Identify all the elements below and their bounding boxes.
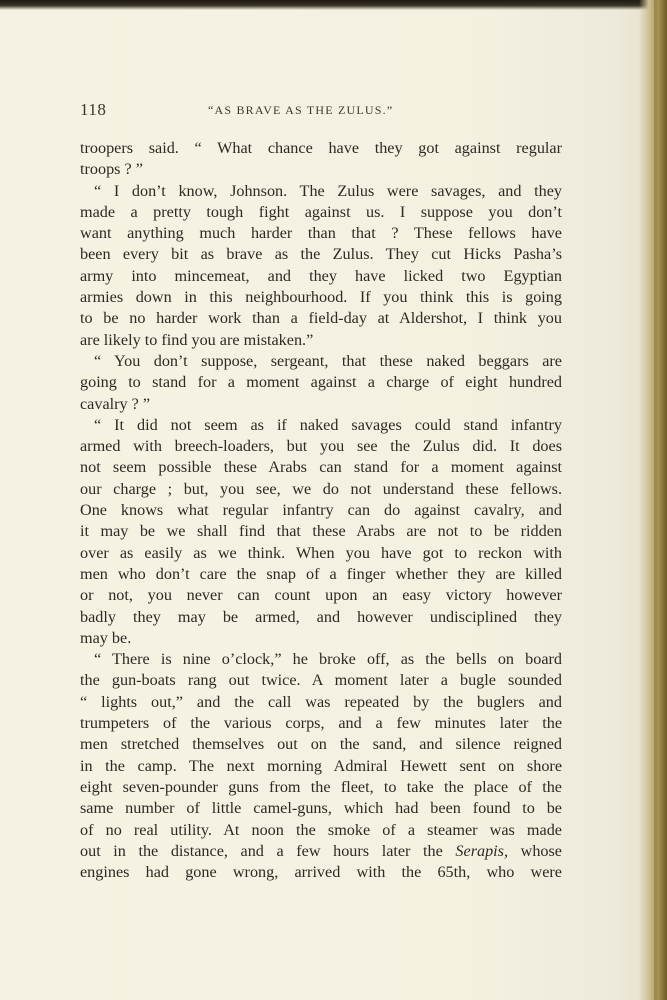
text-line: going to stand for a moment against a charge of eight hundred <box>80 373 562 392</box>
text-line: badly they may be armed, and however undisciplined they <box>80 607 562 626</box>
text-line: of no real utility. At noon the smoke of a steamer was made <box>80 820 562 839</box>
text-line: men who don’t care the snap of a finger whether they are killed <box>80 564 562 583</box>
text-line: armies down in this neighbourhood. If you think this is going <box>80 288 562 307</box>
page-header <box>80 100 562 124</box>
text-run: out in the distance, and a few hours later the <box>80 841 456 860</box>
text-line: to be no harder work than a field-day at Aldershot, I think you <box>80 309 562 328</box>
text-line: “ It did not seem as if naked savages could stand infantry <box>94 415 562 434</box>
text-line: “ You don’t suppose, sergeant, that these naked beggars are <box>94 351 562 370</box>
text-line: may be. <box>80 628 132 647</box>
text-line: the gun-boats rang out twice. A moment later a bugle sounded <box>80 671 562 690</box>
page-number: 118 <box>80 100 107 119</box>
text-line: same number of little camel-guns, which had been found to be <box>80 799 562 818</box>
text-line: want anything much harder than that ? These fellows have <box>80 224 562 243</box>
ship-name-italic: Serapis, <box>455 841 509 860</box>
text-line: are likely to find you are mistaken.” <box>80 330 314 349</box>
text-line: engines had gone wrong, arrived with the 65th, who were <box>80 863 562 882</box>
text-line: troops ? ” <box>80 160 143 179</box>
text-line: our charge ; but, you see, we do not understand these fellows. <box>80 479 562 498</box>
text-line: over as easily as we think. When you have got to reckon with <box>80 543 562 562</box>
text-line: not seem possible these Arabs can stand for a moment against <box>80 458 562 477</box>
body-text <box>80 138 562 883</box>
text-line <box>80 841 562 862</box>
text-line: or not, you never can count upon an easy victory however <box>80 586 562 605</box>
page-binding-edge <box>639 0 667 1000</box>
page-binding-line <box>654 0 657 1000</box>
text-line: in the camp. The next morning Admiral Hewett sent on shore <box>80 756 562 775</box>
text-line: cavalry ? ” <box>80 394 151 413</box>
text-line: “ There is nine o’clock,” he broke off, as the bells on board <box>94 650 562 669</box>
text-line: eight seven-pounder guns from the fleet, to take the place of the <box>80 777 562 796</box>
text-line: troopers said. “ What chance have they got against regular <box>80 139 562 157</box>
running-head: “AS BRAVE AS THE ZULUS.” <box>208 103 394 117</box>
page-top-shadow <box>0 0 667 10</box>
text-line: armed with breech-loaders, but you see the Zulus did. It does <box>80 437 562 456</box>
text-line: been every bit as brave as the Zulus. They cut Hicks Pasha’s <box>80 245 562 264</box>
text-line: “ I don’t know, Johnson. The Zulus were savages, and they <box>94 181 562 200</box>
text-run: whose <box>508 841 562 860</box>
text-line: army into mincemeat, and they have licked two Egyptian <box>80 266 562 285</box>
text-line: “ lights out,” and the call was repeated by the buglers and <box>80 692 562 711</box>
text-line: it may be we shall find that these Arabs are not to be ridden <box>80 522 562 541</box>
text-line: made a pretty tough fight against us. I suppose you don’t <box>80 202 562 221</box>
text-line: trumpeters of the various corps, and a few minutes later the <box>80 714 562 733</box>
text-line: One knows what regular infantry can do against cavalry, and <box>80 501 562 520</box>
text-line: men stretched themselves out on the sand, and silence reigned <box>80 735 562 754</box>
